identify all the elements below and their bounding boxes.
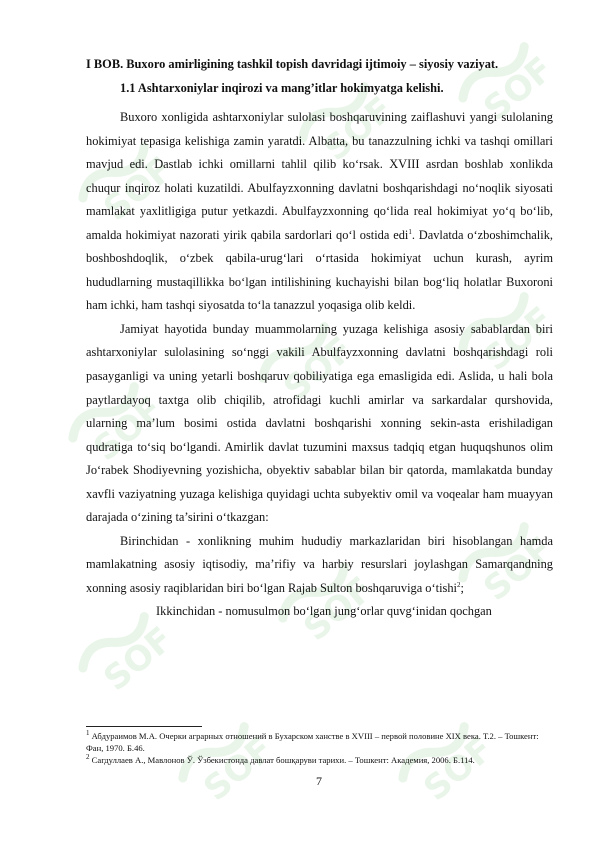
footnotes [86, 730, 553, 767]
watermark-text: SOF [96, 149, 181, 230]
footnote-divider [86, 726, 202, 727]
chapter-title: I BOB. Buxoro amirligining tashkil topish davridagi ijtimoiy – siyosiy vaziyat. [86, 57, 499, 71]
footnote-1: $^1$ Абдураимов М.А. Очерки аграрных отношений в Бухарском ханстве в XVIII – первой половине XIX века. Т.2. – Тошкент: Фан, 1970. Б.46. [86, 729, 539, 754]
watermark-text: SOF [96, 619, 181, 700]
watermark-text: SOF [316, 89, 401, 170]
watermark-text: SOF [86, 389, 171, 470]
paragraph-3: Birinchidan - xonlikning muhim hududiy markazlaridan biri hisoblangan hamda mamlakatning asosiy iqtisodiy, ma’rifiy va harbiy resurslari joylashgan Samarqandning xonning asosiy raqiblaridan biri bo‘lgan Rajab Sulton boshqaruviga o‘tishi$^2$; [86, 533, 553, 595]
paragraph-1: Buxoro xonligida ashtarxoniylar sulolasi boshqaruvining zaiflashuvi yangi sulolaning hokimiyat tepasiga kelishiga zamin yaratdi. Albatta, bu tanazzulning ichki va tashqi omillari mavjud edi. Dastlab ichki omillarni tahlil qilib ko‘rsak. XVIII asrdan boshlab xonlikda chuqur inqiroz holati kuzatildi. Abulfayzxonning davlatni boshqarishdagi no‘noqlik siyosati mamlakat yaxlitligiga putur yetkazdi. Abulfayzxonning qo‘lida real hokimiyat yo‘q bo‘lib, amalda hokimiyat nazorati yirik qabila sardorlari qo‘l ostida edi$^1$. Davlatda o‘zboshimchalik, boshboshdoqlik, o‘zbek qabila-urug‘lari o‘rtasida hokimiyat uchun kurash, ayrim hududlarning mustaqillikka bo‘lgan intilishining kuchayishi bilan bog‘liq holatlar Buxoroni ham ichki, ham tashqi siyosatda to‘la tanazzul yoqasiga olib keldi. [86, 110, 553, 313]
watermark-text: SOF [296, 569, 381, 650]
paragraph-4: Ikkinchidan - nomusulmon bo‘lgan jung‘orlar quvg‘inidan qochgan [156, 604, 492, 619]
watermark-text: SOF [476, 299, 561, 380]
watermark-text: SOF [276, 329, 361, 410]
page-body [86, 54, 553, 624]
footnote-ref-1[interactable]: 1 [408, 227, 412, 236]
watermark-text: SOF [196, 729, 281, 810]
watermark-text: SOF [416, 729, 501, 810]
watermark-text: SOF [476, 49, 561, 130]
paragraph-2: Jamiyat hayotida bunday muammolarning yuzaga kelishiga asosiy sabablardan biri ashtarxoniylar sulolasining so‘nggi vakili Abulfayzxonning davlatni boshqarishdagi roli pasayganligi va uning yetarli boshqaruv qobiliyatiga ega emasligida edi. Aslida, u hali bola paytlardayoq taxtga olib chiqilib, atrofidagi kuchli amirlar va sarkardalar qurshovida, ularning ma’lum bosimi ostida davlatni boshqarishi xonning sekin-asta erishiladigan qudratiga to‘siq bo‘lgandi. Amirlik davlat tuzumini maxsus tadqiq etgan huquqshunos olim Jo‘rabek Shodiyevning yozishicha, obyektiv sabablar bilan bir qatorda, mamlakatda bunday xavfli vaziyatning yuzaga kelishiga quyidagi uchta subyektiv omil va voqealar ham muayyan darajada o‘zining ta’sirini o‘tkazgan: [86, 321, 553, 525]
footnote-2: $^2$ Сагдуллаев А., Мавлонов Ў. Ўзбекистонда давлат бошқаруви тарихи. – Тошкент: Академия, 2006. Б.114. [86, 753, 475, 766]
section-title: 1.1 Ashtarxoniylar inqirozi va mang’itlar hokimyatga kelishi. [120, 81, 444, 95]
page-number: 7 [316, 774, 322, 788]
watermark-text: SOF [476, 529, 561, 610]
footnote-ref-2[interactable]: 2 [456, 580, 461, 589]
